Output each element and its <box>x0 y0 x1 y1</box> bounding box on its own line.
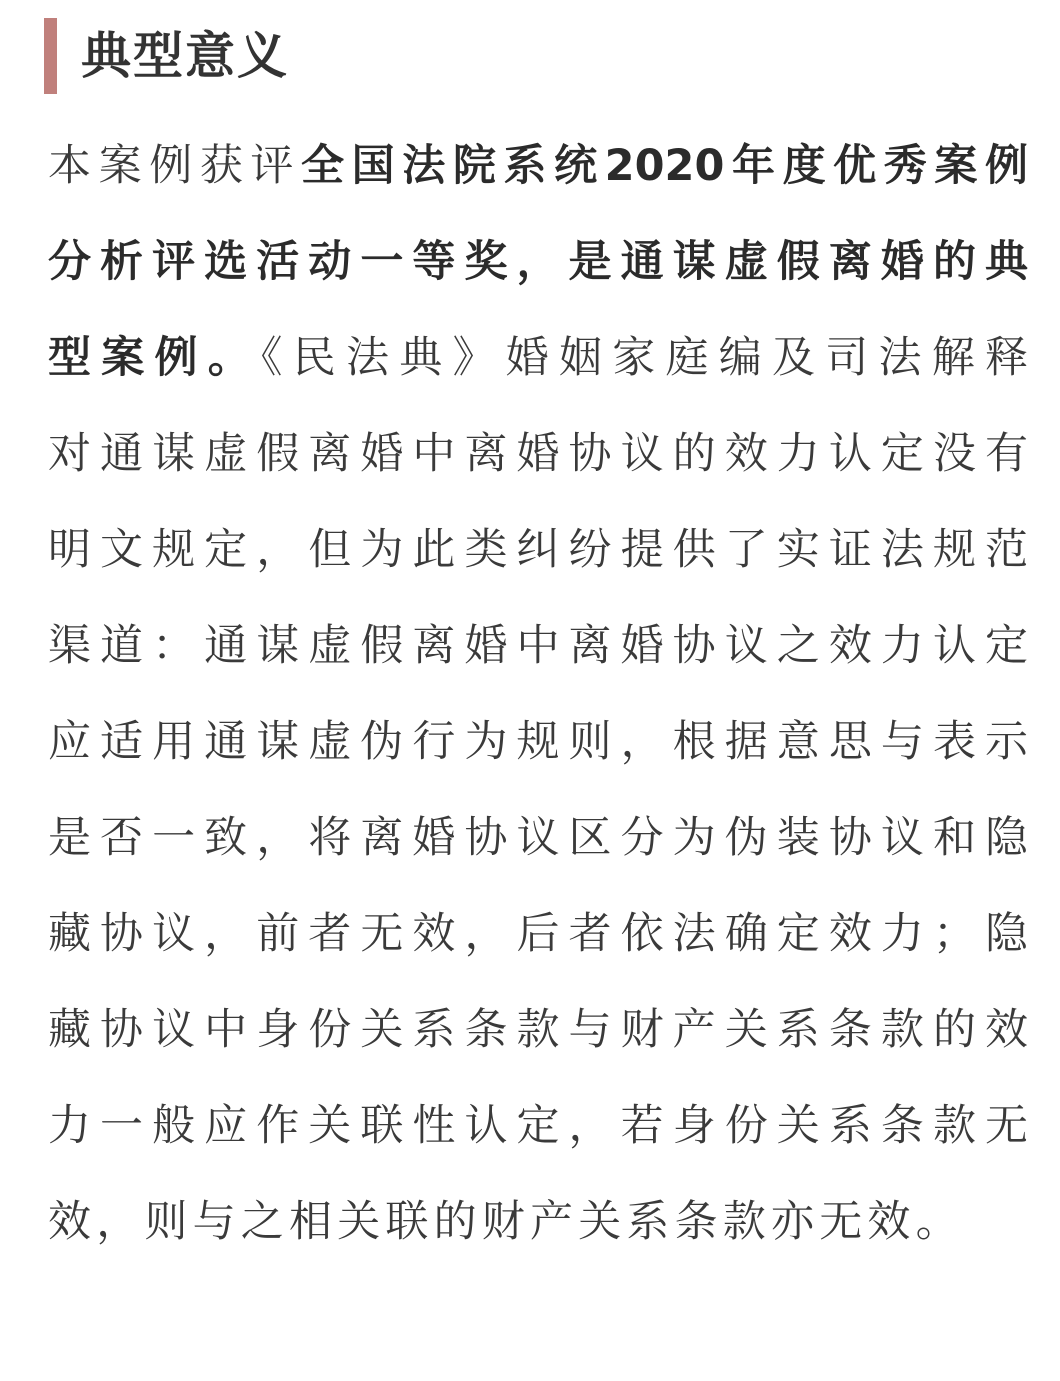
paragraph-line <box>48 598 1028 694</box>
line-text: 对通谋虚假离婚中离婚协议的效力认定没有 <box>48 429 1028 479</box>
line-text: 力一般应作关联性认定，若身份关系条款无 <box>48 1101 1028 1151</box>
paragraph-line <box>48 790 1028 886</box>
paragraph-line <box>48 310 1028 406</box>
line-bold-text: 分析评选活动一等奖，是通谋虚假离婚的典 <box>48 237 1028 287</box>
line-text: 藏协议，前者无效，后者依法确定效力；隐 <box>48 909 1028 959</box>
paragraph-line <box>48 118 1028 214</box>
section-header <box>44 18 289 94</box>
paragraph <box>48 118 1028 1270</box>
line-bold-text: 型案例。 <box>48 333 261 383</box>
paragraph-line <box>48 1174 1028 1270</box>
line-text: 本案例获评 <box>48 141 302 191</box>
line-text: 应适用通谋虚伪行为规则，根据意思与表示 <box>48 717 1028 767</box>
accent-bar <box>44 18 57 94</box>
paragraph-line <box>48 1078 1028 1174</box>
paragraph-line <box>48 982 1028 1078</box>
line-text-after: 《民法典》婚姻家庭编及司法解释 <box>261 333 1028 383</box>
line-text: 效，则与之相关联的财产关系条款亦无效。 <box>48 1197 964 1247</box>
line-text: 藏协议中身份关系条款与财产关系条款的效 <box>48 1005 1028 1055</box>
paragraph-line <box>48 694 1028 790</box>
paragraph-line <box>48 502 1028 598</box>
paragraph-line <box>48 214 1028 310</box>
line-text: 明文规定，但为此类纠纷提供了实证法规范 <box>48 525 1028 575</box>
section-title: 典型意义 <box>81 27 289 85</box>
line-text: 是否一致，将离婚协议区分为伪装协议和隐 <box>48 813 1028 863</box>
line-bold-text: 全国法院系统2020年度优秀案例 <box>301 141 1029 191</box>
paragraph-line <box>48 406 1028 502</box>
line-text: 渠道：通谋虚假离婚中离婚协议之效力认定 <box>48 621 1028 671</box>
paragraph-line <box>48 886 1028 982</box>
